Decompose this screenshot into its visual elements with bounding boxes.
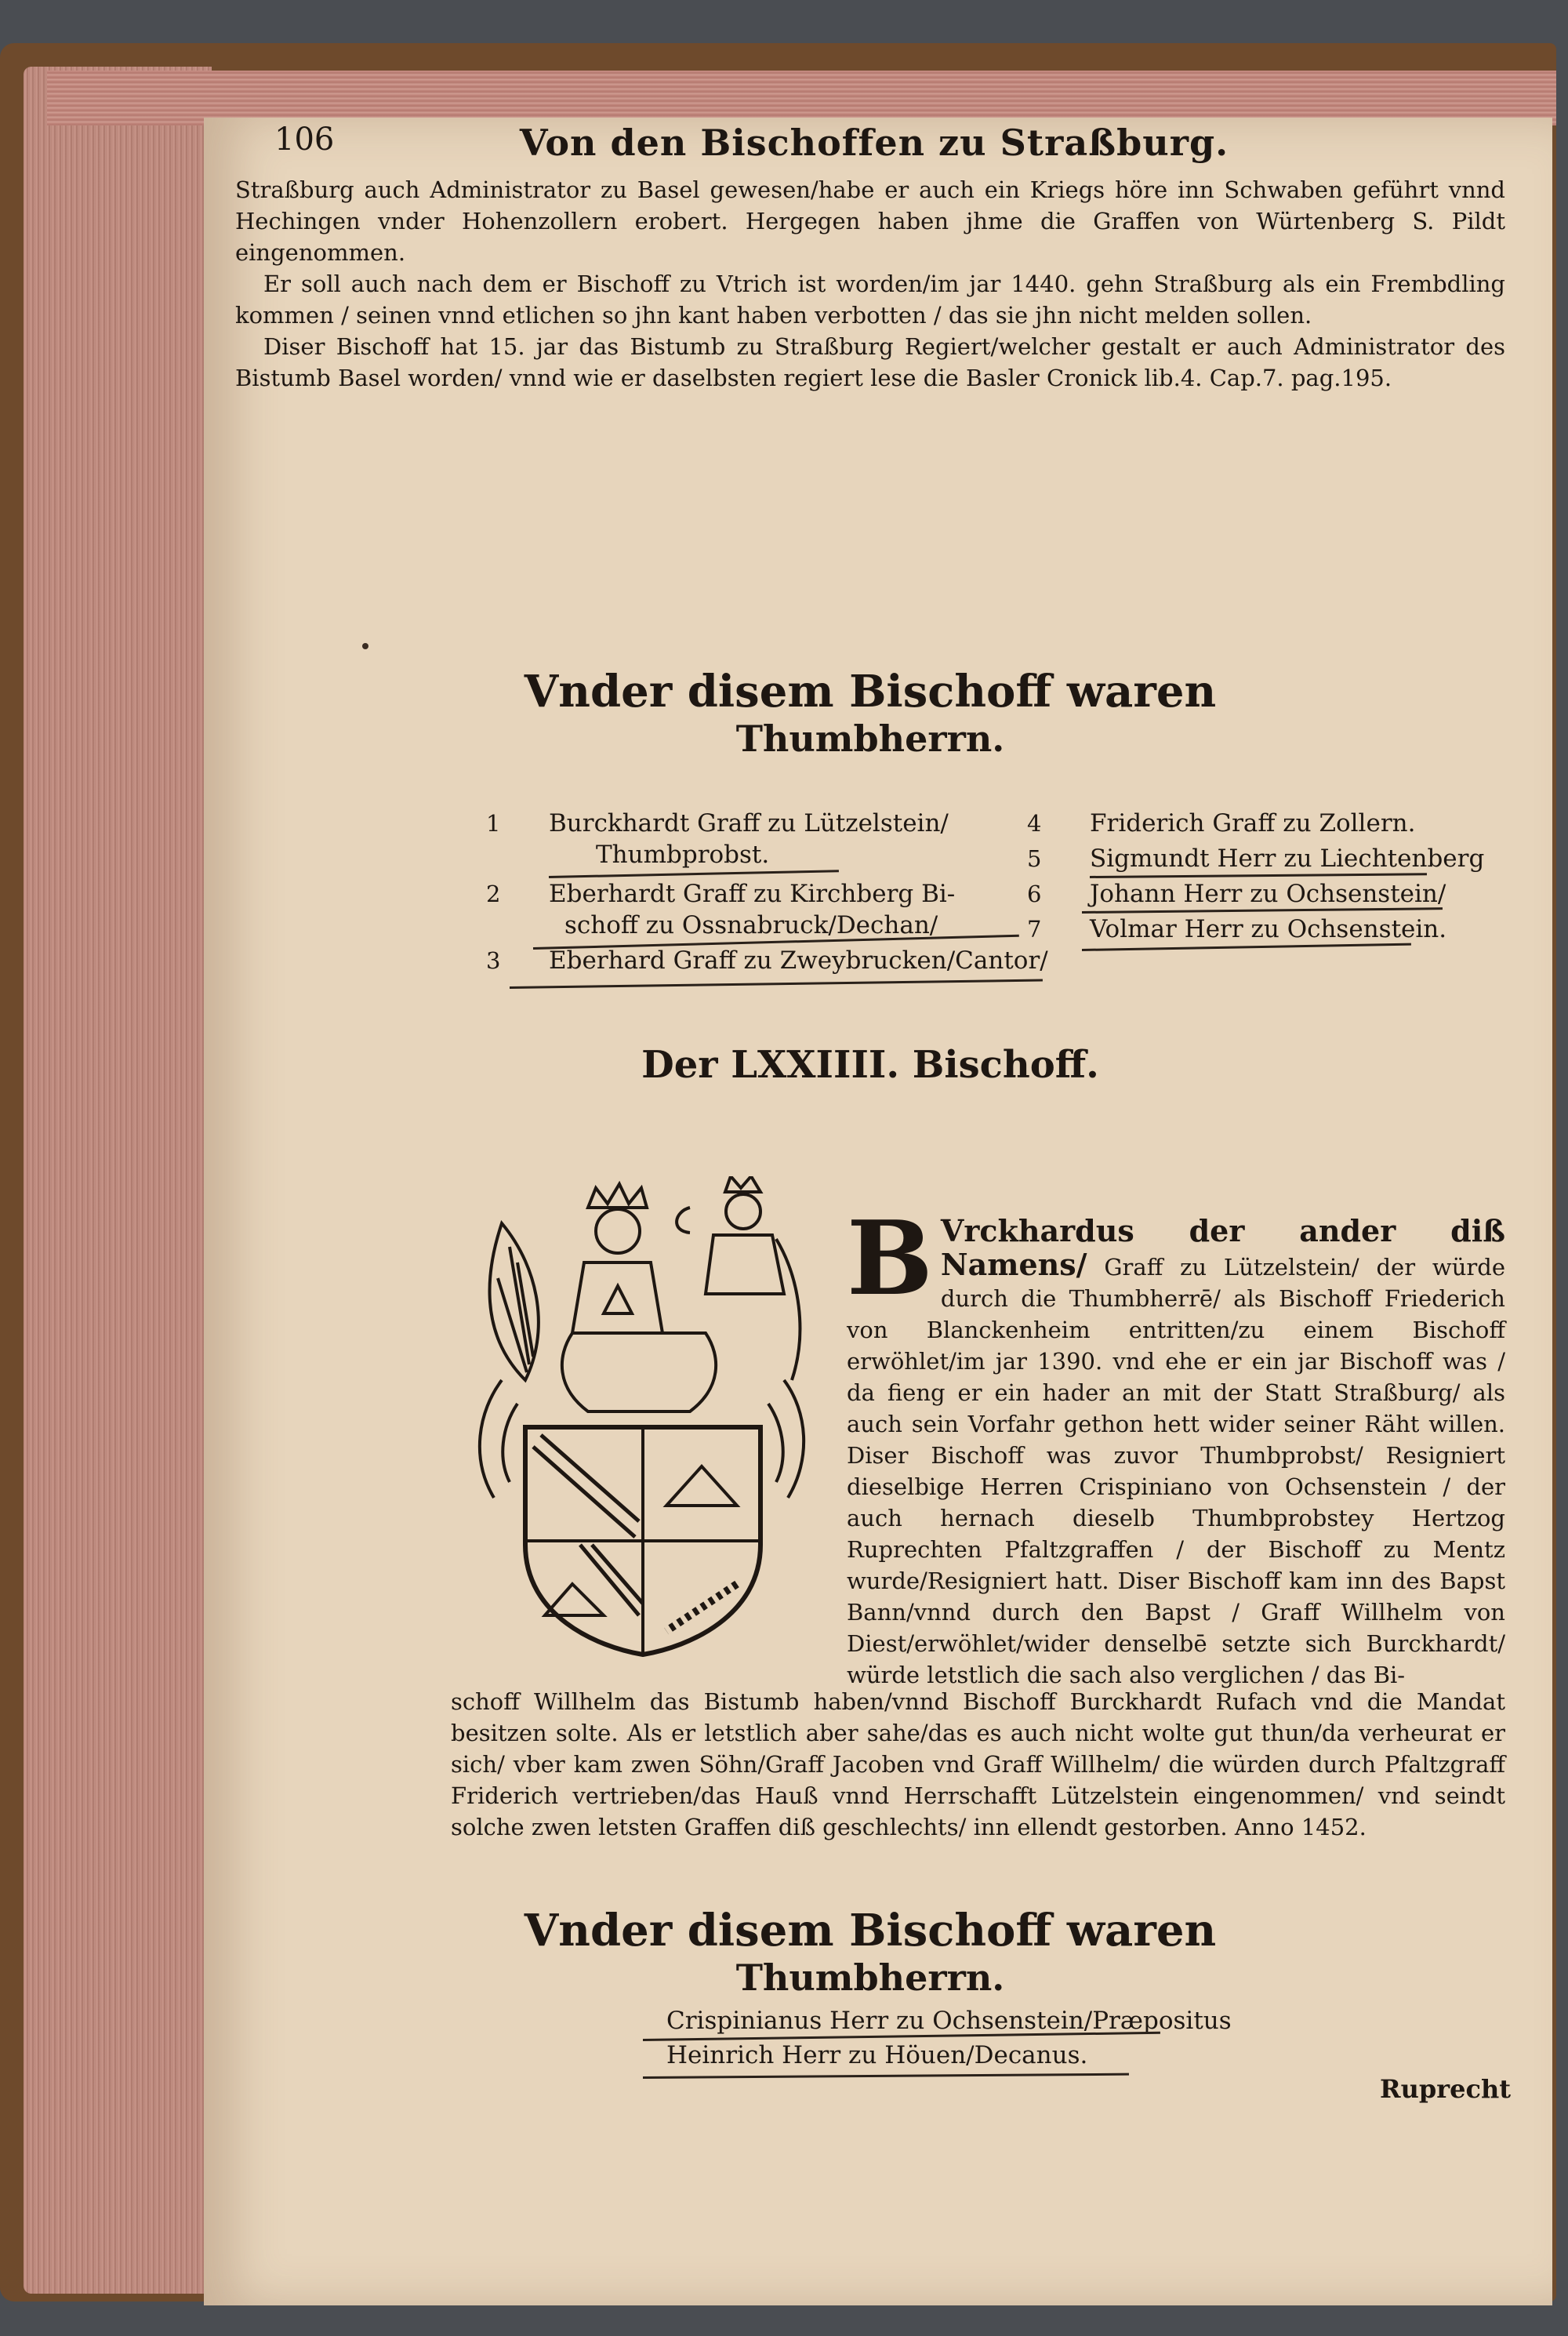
intro-paragraph: Er soll auch nach dem er Bischoff zu Vtrich ist worden/im jar 1440. gehn Straßburg als ein Frembdling kommen / seinen vnnd etlichen so jhn kant haben verbotten / das sie jhn nicht melden sollen.	[235, 271, 1505, 329]
canon-name: Eberhardt Graff zu Kirchberg Bi-	[549, 880, 956, 908]
canons-list-1	[486, 800, 1505, 1004]
strike-line	[510, 979, 1043, 989]
section-heading-line: Vnder disem Bischoff waren	[524, 666, 1217, 718]
bio-lead: Vrckhardus der ander diß Namens/	[940, 1213, 1505, 1282]
canon-office: schoff zu Ossnabruck/Dechan/	[564, 911, 938, 939]
bishop-biography-continued: schoff Willhelm das Bistumb haben/vnnd Bischoff Burckhardt Rufach vnd die Mandat besitzen solte. Als er letstlich aber sahe/das es auch nicht wolte gut thun/da verheurat er sich/ vber kam zwen Söhn/Graff Jacoben vnd Graff Willhelm/ die würden durch Pfaltzgraff Friderich vertrieben/das Hauß vnnd Herrschafft Lützelstein eingenommen/ vnd seindt solche zwen letsten Graffen diß geschlechts/ inn ellendt gestorben. Anno 1452.	[451, 1688, 1505, 1840]
canon-number: 2	[486, 881, 501, 907]
crown-right	[725, 1176, 760, 1192]
catchword: Ruprecht	[1380, 2074, 1511, 2104]
canon-number: 3	[486, 947, 501, 974]
section-heading-subline: Thumbherrn.	[735, 1956, 1005, 1999]
section-heading-subline: Thumbherrn.	[735, 718, 1005, 760]
canon-name: Friderich Graff zu Zollern.	[1090, 809, 1416, 837]
intro-text	[235, 174, 1505, 394]
bishop-heading: Der LXXIIII. Bischoff.	[641, 1043, 1099, 1087]
canon-name: Johann Herr zu Ochsenstein/	[1090, 880, 1446, 908]
canon-name: Sigmundt Herr zu Liechtenberg	[1090, 845, 1485, 873]
intro-paragraph: Straßburg auch Administrator zu Basel gewesen/habe er auch ein Kriegs höre inn Schwaben geführt vnnd Hechingen vnder Hohenzollern erobert. Hergegen haben jhme die Graffen von Würtenberg S. Pildt eingenommen.	[235, 176, 1505, 266]
strike-line	[549, 870, 839, 878]
intro-paragraph: Diser Bischoff hat 15. jar das Bistumb zu Straßburg Regiert/welcher gestalt er auch Administrator des Bistumb Basel worden/ vnnd wie er daselbsten regiert lese die Basler Cronick lib.4. Cap.7. pag.195.	[235, 333, 1505, 391]
canon-entry: Heinrich Herr zu Höuen/Decanus.	[666, 2041, 1088, 2069]
page-number: 106	[274, 122, 335, 158]
running-title: Von den Bischoffen zu Straßburg.	[519, 122, 1229, 164]
canon-number: 1	[486, 810, 501, 837]
canon-entry: Crispinianus Herr zu Ochsenstein/Præpositus	[666, 2007, 1232, 2035]
ink-blot	[362, 643, 368, 649]
wing-shape	[490, 1223, 539, 1380]
bio-text: Graff zu Lützelstein/ der würde durch die Thumbherrē/ als Bischoff Friederich von Blanckenheim entritten/zu einem Bischoff erwöhlet/im jar 1390. vnd ehe er ein jar Bischoff was / da fieng er ein hader an mit der Statt Straßburg/ als auch sein Vorfahr gethon hett wider seiner Räht willen. Diser Bischoff was zuvor Thumbprobst/ Resigniert dieselbige Herren Crispiniano von Ochsenstein / der auch hernach dieselb Thumbprobstey Hertzog Ruprechten Pfaltzgraffen / der Bischoff zu Mentz wurde/Resigniert hatt. Diser Bischoff kam inn des Bapst Bann/vnnd durch den Bapst / Graff Willhelm von Diest/erwöhlet/wider denselbē setzte sich Burckhardt/ würde letstlich die sach also verglichen / das Bi-	[847, 1254, 1506, 1688]
canon-name: Eberhard Graff zu Zweybrucken/Cantor/	[549, 946, 1048, 975]
section-heading-canons-2	[235, 1905, 1505, 2000]
canon-name: Volmar Herr zu Ochsenstein.	[1090, 915, 1447, 943]
section-heading-line: Vnder disem Bischoff waren	[524, 1905, 1217, 1956]
canon-number: 4	[1027, 810, 1042, 837]
canon-number: 7	[1027, 916, 1042, 943]
bishop-biography	[847, 1198, 1506, 1691]
section-heading-canons-1	[235, 667, 1505, 761]
canon-number: 6	[1027, 881, 1042, 907]
canon-number: 5	[1027, 845, 1042, 872]
page-edges	[24, 67, 212, 2294]
canon-name: Burckhardt Graff zu Lützelstein/	[549, 809, 949, 837]
canon-office: Thumbprobst.	[596, 841, 770, 869]
page-header	[274, 122, 1474, 169]
crown-left	[588, 1184, 647, 1208]
coat-of-arms-woodcut	[455, 1176, 823, 1662]
drop-capital: B	[847, 1198, 933, 1318]
